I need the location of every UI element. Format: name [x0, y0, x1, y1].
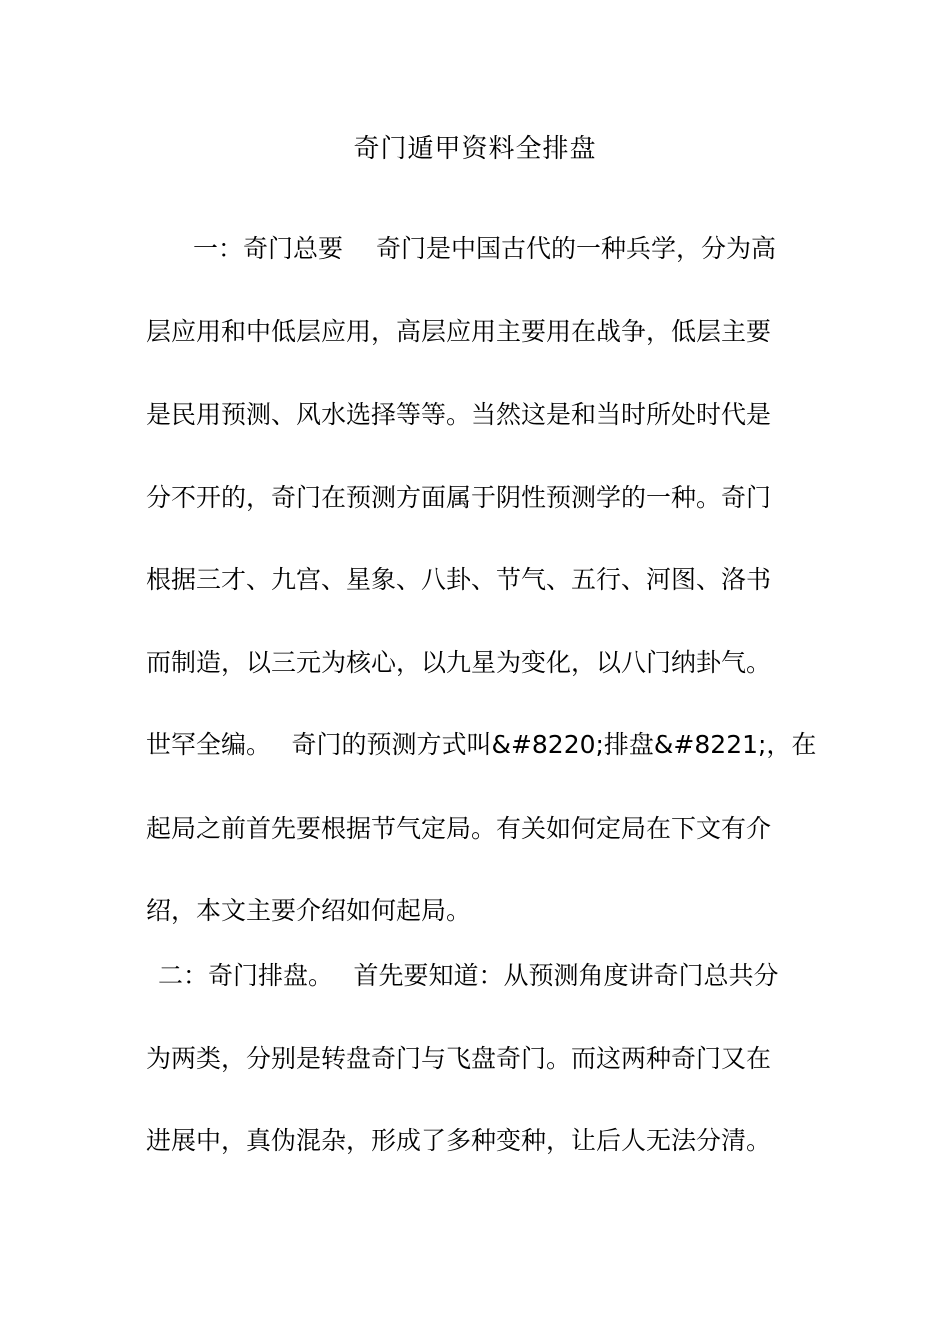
paragraph-line-10: 二：奇门排盘。 首先要知道：从预测角度讲奇门总共分: [158, 961, 779, 990]
paragraph-line-9: 绍，本文主要介绍如何起局。: [146, 896, 472, 925]
paragraph-line-5: 根据三才、九宫、星象、八卦、节气、五行、河图、洛书: [146, 565, 772, 594]
paragraph-line-3: 是民用预测、风水选择等等。当然这是和当时所处时代是: [146, 400, 772, 429]
paragraph-line-2: 层应用和中低层应用，高层应用主要用在战争，低层主要: [146, 317, 772, 346]
paragraph-line-6: 而制造，以三元为核心，以九星为变化，以八门纳卦气。: [146, 648, 772, 677]
paragraph-line-7: 世罕全编。 奇门的预测方式叫&#8220;排盘&#8221;，在: [146, 730, 817, 759]
paragraph-line-4: 分不开的，奇门在预测方面属于阴性预测学的一种。奇门: [146, 483, 772, 512]
paragraph-line-11: 为两类，分别是转盘奇门与飞盘奇门。而这两种奇门又在: [146, 1044, 772, 1073]
paragraph-line-8: 起局之前首先要根据节气定局。有关如何定局在下文有介: [146, 814, 772, 843]
document-title: 奇门遁甲资料全排盘: [353, 134, 597, 164]
paragraph-line-12: 进展中，真伪混杂，形成了多种变种，让后人无法分清。: [146, 1126, 772, 1155]
paragraph-line-1: 一：奇门总要 奇门是中国古代的一种兵学，分为高: [193, 234, 776, 263]
